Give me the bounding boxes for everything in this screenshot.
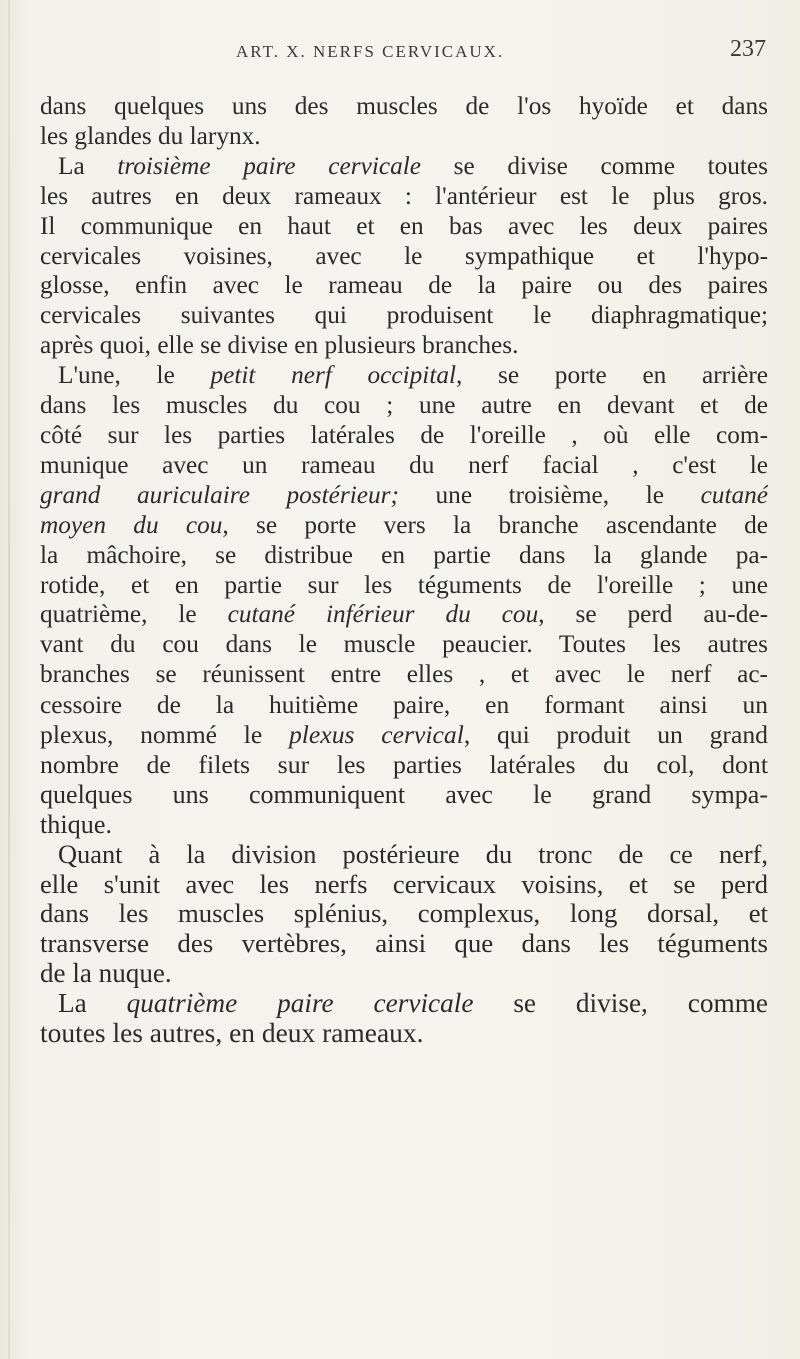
text-segment: , qui produit un grand	[463, 720, 768, 750]
page-header	[236, 36, 766, 70]
text-segment: se divise comme toutes	[421, 151, 768, 180]
text-line: Quant à la division postérieure du tronc de ce nerf,	[58, 839, 768, 869]
text-line	[40, 481, 768, 511]
text-segment: La	[58, 989, 127, 1019]
text-line	[40, 511, 768, 541]
text-line: toutes les autres, en deux rameaux.	[40, 1019, 424, 1049]
text-line	[40, 600, 768, 630]
text-line: glosse, enfin avec le rameau de la paire ou des paires	[40, 271, 768, 300]
text-segment: se divise, comme	[473, 989, 768, 1019]
body-text	[40, 92, 768, 1049]
text-line: transverse des vertèbres, ainsi que dans les téguments	[40, 929, 768, 959]
running-title: ART. X. NERFS CERVICAUX.	[236, 42, 505, 61]
text-line: la mâchoire, se distribue en partie dans la glande pa-	[40, 540, 768, 569]
text-line: cervicales voisines, avec le sympathique et l'hypo-	[40, 241, 768, 270]
page-edge-shadow	[8, 0, 10, 1359]
text-line	[40, 152, 768, 182]
text-segment: , se perd au-de-	[538, 600, 768, 629]
text-line: elle s'unit avec les nerfs cervicaux voisins, et se perd	[40, 869, 768, 899]
text-line	[40, 989, 768, 1019]
italic-term: plexus cervical	[288, 720, 464, 750]
text-line: vant du cou dans le muscle peaucier. Toutes les autres	[40, 630, 768, 659]
text-line: cervicales suivantes qui produisent le diaphragmatique;	[40, 301, 768, 330]
text-line: branches se réunissent entre elles , et avec le nerf ac-	[40, 660, 768, 689]
text-line: nombre de filets sur les parties latérales du col, dont	[40, 749, 768, 779]
italic-term: quatrième paire cervicale	[126, 989, 474, 1019]
italic-term: grand auriculaire postérieur;	[40, 480, 399, 509]
text-line: rotide, et en partie sur les téguments de l'oreille ; une	[40, 570, 768, 599]
text-segment: plexus, nommé le	[40, 720, 289, 750]
italic-term: moyen du cou	[40, 510, 223, 539]
text-line	[40, 720, 768, 750]
text-segment: L'une, le	[58, 361, 211, 390]
text-line: thique.	[40, 809, 113, 839]
text-line: après quoi, elle se divise en plusieurs branches.	[40, 331, 519, 360]
text-line: côté sur les parties latérales de l'oreille , où elle com-	[40, 420, 768, 449]
text-line: dans les muscles splénius, complexus, long dorsal, et	[40, 899, 768, 929]
text-line: dans quelques uns des muscles de l'os hyoïde et dans	[40, 92, 768, 120]
text-line: quelques uns communiquent avec le grand sympa-	[40, 779, 768, 809]
italic-term: cutané inférieur du cou	[227, 600, 539, 629]
text-line: les glandes du larynx.	[40, 121, 261, 150]
text-line: munique avec un rameau du nerf facial , c'est le	[40, 450, 768, 479]
italic-term: cutané	[700, 480, 768, 509]
text-segment: quatrième, le	[40, 600, 228, 629]
text-segment: La	[58, 151, 118, 180]
text-line	[40, 361, 768, 391]
text-line: de la nuque.	[40, 959, 172, 989]
text-line: cessoire de la huitième paire, en formant ainsi un	[40, 690, 768, 720]
text-line: Il communique en haut et en bas avec les deux paires	[40, 211, 768, 240]
italic-term: troisième paire cervicale	[117, 151, 422, 180]
italic-term: petit nerf occipital	[210, 361, 457, 390]
text-segment: , se porte vers la branche ascendante de	[222, 510, 768, 539]
text-segment: , se porte en arrière	[456, 361, 768, 390]
text-line: dans les muscles du cou ; une autre en devant et de	[40, 391, 768, 420]
text-segment: une troisième, le	[398, 480, 701, 509]
text-line: les autres en deux rameaux : l'antérieur est le plus gros.	[40, 181, 768, 210]
page-number: 237	[730, 36, 766, 62]
